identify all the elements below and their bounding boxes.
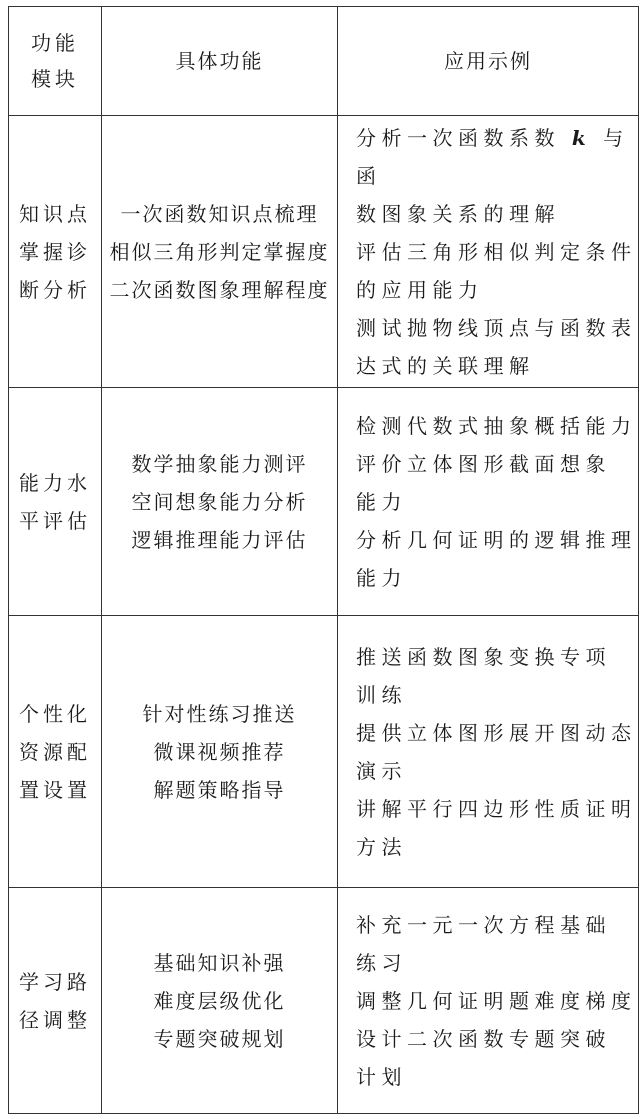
function-module-table [8, 6, 639, 1114]
example-cell: 推送函数图象变换专项 训练 提供立体图形展开图动态 演示 讲解平行四边形性质证明 方法 [338, 616, 639, 888]
example-cell: 检测代数式抽象概括能力 评价立体图形截面想象 能力 分析几何证明的逻辑推理 能力 [338, 388, 639, 616]
function-cell: 针对性练习推送 微课视频推荐 解题策略指导 [102, 616, 338, 888]
table-row [9, 116, 639, 388]
function-cell: 数学抽象能力测评 空间想象能力分析 逻辑推理能力评估 [102, 388, 338, 616]
table-header-row [9, 7, 639, 116]
table-row [9, 616, 639, 888]
header-example: 应用示例 [338, 7, 639, 116]
example-cell: 分析一次函数系数 k 与函 数图象关系的理解 评估三角形相似判定条件 的应用能力 测试抛物线顶点与函数表 达式的关联理解 [338, 116, 639, 388]
module-cell: 个性化 资源配 置设置 [9, 616, 102, 888]
header-function: 具体功能 [102, 7, 338, 116]
table-row [9, 888, 639, 1114]
variable-k: k [571, 125, 592, 150]
module-cell: 学习路 径调整 [9, 888, 102, 1114]
module-cell: 能力水 平评估 [9, 388, 102, 616]
function-cell: 基础知识补强 难度层级优化 专题突破规划 [102, 888, 338, 1114]
header-module: 功能 模块 [9, 7, 102, 116]
table-row [9, 388, 639, 616]
module-cell: 知识点 掌握诊 断分析 [9, 116, 102, 388]
function-cell: 一次函数知识点梳理 相似三角形判定掌握度 二次函数图象理解程度 [102, 116, 338, 388]
example-cell: 补充一元一次方程基础 练习 调整几何证明题难度梯度 设计二次函数专题突破 计划 [338, 888, 639, 1114]
